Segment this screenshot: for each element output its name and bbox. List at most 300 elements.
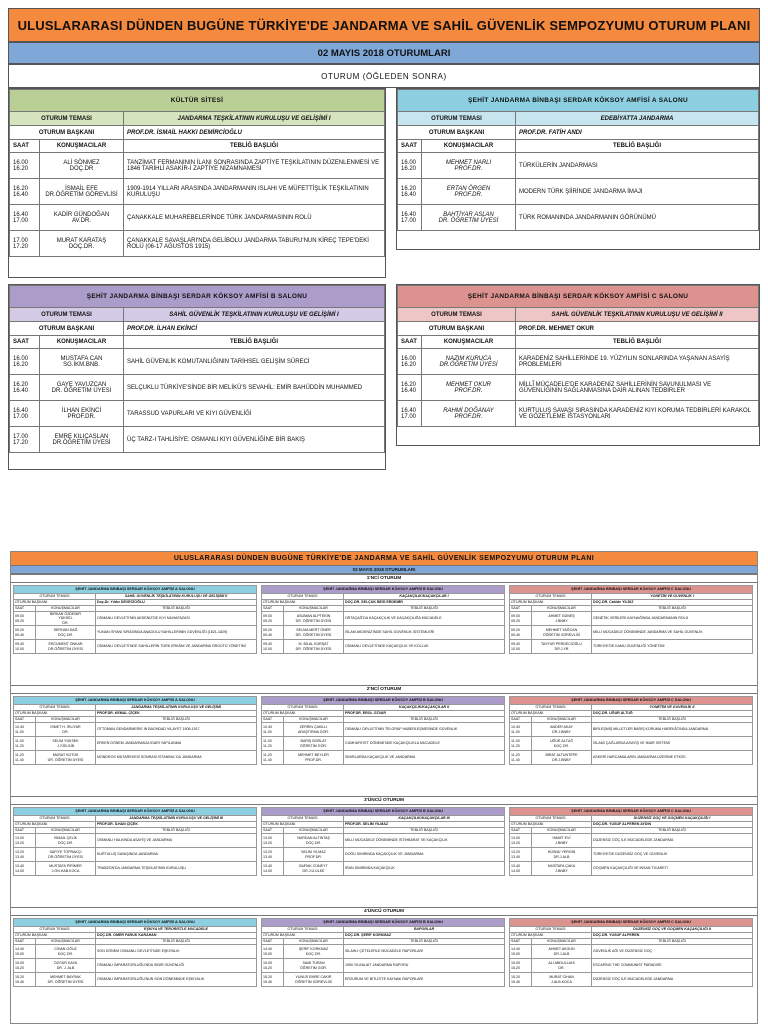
mini-talk-title: SİLAHLI ÇETELERLE MÜCADELE RAPORLARI xyxy=(344,945,505,959)
mini-theme-label: OTURUM TEMASI xyxy=(262,705,344,711)
hall-block-kultur-sitesi xyxy=(8,88,386,278)
talk-row xyxy=(10,349,385,375)
mini-chair-value: DOÇ.DR. SELÇUK BESİ ERDEMİR xyxy=(344,600,505,606)
mini-talk-time: 13.40 14.00 xyxy=(510,862,532,876)
mini-theme-value: RAPORLAR xyxy=(344,927,505,933)
mini-hall-name: ŞEHİT JANDARMA BİNBAŞI SERDAR KÖKSOY AMFİSİ A SALONU xyxy=(14,697,257,705)
mini-talk-speaker: ÖZGÜR KAYA DR. J. ALB xyxy=(36,959,96,973)
mini-talk-time: 11.00 11.20 xyxy=(262,737,284,751)
mini-talk-title: MİLLİ MÜCADELE DÖNEMİNDE JANDARMA VE SAHİL GÜVENLİK xyxy=(592,626,753,640)
mini-talk-row xyxy=(510,640,753,654)
mini-chair-value: DOÇ.DR. UĞUR ALTUĞ xyxy=(592,711,753,717)
mini-time-header: SAAT xyxy=(262,717,284,723)
mini-talk-row xyxy=(262,973,505,987)
talk-time: 17.00 17.20 xyxy=(10,427,40,453)
mini-talk-row xyxy=(14,751,257,765)
mini-talk-speaker: ANDER AKAY DR.J.BNBY xyxy=(532,723,592,737)
talk-speaker: MURAT KARATAŞ DOÇ.DR. xyxy=(40,231,124,257)
talk-time: 16.00 16.20 xyxy=(398,349,422,375)
talk-speaker: GAYE YAVUZCAN DR. ÖĞRETİM ÜYESİ xyxy=(40,375,124,401)
mini-speakers-header: KONUŞMACILAR xyxy=(36,828,96,834)
mini-hall-block xyxy=(261,918,505,987)
mini-time-header: SAAT xyxy=(14,939,36,945)
mini-speakers-header: KONUŞMACILAR xyxy=(284,939,344,945)
mini-talk-title: ESCAPING THE COMMUNIST PARADISE xyxy=(592,959,753,973)
mini-talk-title: OSMANLI İMPARATORLUĞU'NUN SON DÖNEMİNDE EŞKIYALIK xyxy=(96,973,257,987)
hall-block-a-salonu xyxy=(396,88,760,250)
mini-chair-value: PROF.DR. KEMAL ÇİÇEK xyxy=(96,711,257,717)
mini-talk-speaker: MEHMET BAYRAK DR. ÖĞRETİM ÜYESİ xyxy=(36,973,96,987)
mini-time-header: SAAT xyxy=(14,828,36,834)
mini-hall-block xyxy=(509,696,753,765)
chair-label: OTURUM BAŞKANI xyxy=(398,322,516,336)
talk-row xyxy=(10,179,385,205)
talk-title: SAHİL GÜVENLİK KOMUTANLIĞININ TARİHSEL GELİŞİM SÜRECİ xyxy=(124,349,385,375)
mini-talk-row xyxy=(510,945,753,959)
mini-theme-label: OTURUM TEMASI xyxy=(14,816,96,822)
lower-session-label: 4'ÜNCÜ OTURUM xyxy=(11,907,757,916)
mini-talk-row xyxy=(510,737,753,751)
mini-talk-title: GÖÇMEN KAÇAKÇILIĞI VE İNSAN TİCARETİ xyxy=(592,862,753,876)
mini-theme-value: YÖNETİM VE GÜVENLİK I xyxy=(592,594,753,600)
mini-talk-speaker: HÜSNÜ YERGİN DR.J.ALB xyxy=(532,848,592,862)
mini-talk-title: MİLLİ MÜCADELE DÖNEMİNDE İSTİHBARAT VE KAÇAKÇILIK xyxy=(344,834,505,848)
talk-speaker: ERTAN ÖRGEN PROF.DR. xyxy=(422,179,516,205)
mini-talk-time: 09.20 09.40 xyxy=(14,626,36,640)
lower-schedule-page xyxy=(10,551,758,1024)
mini-talk-speaker: SAFİYE TOPRAKÇI DR.ÖĞRETİM ÜYESİ xyxy=(36,848,96,862)
mini-talk-time: 13.00 13.20 xyxy=(510,834,532,848)
mini-theme-label: OTURUM TEMASI xyxy=(262,594,344,600)
lower-date-banner: 03 MAYIS 2018 OTURUMLARI xyxy=(11,566,757,574)
mini-chair-label: OTURUM BAŞKANI xyxy=(262,822,344,828)
mini-talk-time: 13.20 13.40 xyxy=(14,848,36,862)
mini-theme-value: DÜZENSİZ GÖÇ VE GÖÇMEN KAÇAKÇILIĞI II xyxy=(592,927,753,933)
mini-talk-row xyxy=(510,751,753,765)
mini-talk-speaker: SELİM YILMAZ PROF.DR. xyxy=(284,848,344,862)
mini-talk-title: İSLAMİ ÇAĞLARDA ASAYİŞ VE İMAR SİSTEMİ xyxy=(592,737,753,751)
talk-title: ÇANAKKALE MUHAREBELERİNDE TÜRK JANDARMASININ ROLÜ xyxy=(124,205,385,231)
theme-value: EDEBİYATTA JANDARMA xyxy=(516,112,759,126)
mini-talk-row xyxy=(14,945,257,959)
mini-chair-label: OTURUM BAŞKANI xyxy=(262,711,344,717)
mini-chair-value: DOÇ.DR. ŞERİF KORKMAZ xyxy=(344,933,505,939)
talk-row xyxy=(10,427,385,453)
talk-row xyxy=(10,375,385,401)
mini-hall-block xyxy=(13,918,257,987)
mini-talk-time: 15.00 15.20 xyxy=(14,959,36,973)
hall-name: ŞEHİT JANDARMA BİNBAŞI SERDAR KÖKSOY AMFİSİ C SALONU xyxy=(398,286,759,308)
lower-title: ULUSLARARASI DÜNDEN BUGÜNE TÜRKİYE'DE JANDARMA VE SAHİL GÜVENLİK SEMPOZYUMU OTURUM PLANI xyxy=(11,552,757,566)
mini-speakers-header: KONUŞMACILAR xyxy=(284,828,344,834)
mini-talk-speaker: MUSTAFA ÇAKA J.BNBY xyxy=(532,862,592,876)
mini-talk-speaker: ASUMAN ALPTEKİN DR. ÖĞRETİM ÜYESİ xyxy=(284,612,344,626)
theme-label: OTURUM TEMASI xyxy=(398,308,516,322)
mini-talk-title: OSMANLI DEVLETİ'NİN AKDENİZ'DE KIYI MUHAFAZASI xyxy=(96,612,257,626)
mini-talk-speaker: SERHAN DAĞ DOÇ.DR. xyxy=(36,626,96,640)
mini-paper-header: TEBLİĞ BAŞLIĞI xyxy=(344,606,505,612)
speakers-header: KONUŞMACILAR xyxy=(422,140,516,153)
mini-speakers-header: KONUŞMACILAR xyxy=(36,939,96,945)
mini-talk-row xyxy=(262,848,505,862)
mini-talk-speaker: CİHAN OĞUZ DOÇ.DR. xyxy=(36,945,96,959)
talk-speaker: ALİ SÖNMEZ DOÇ.DR xyxy=(40,153,124,179)
mini-theme-value: KAÇAKÇILIK/KAÇAKÇILAR III xyxy=(344,816,505,822)
talk-speaker: RAHMİ DOĞANAY PROF.DR. xyxy=(422,401,516,427)
mini-talk-time: 14.40 15.00 xyxy=(14,945,36,959)
talk-title: ÜÇ TARZ-I TAHLİSİYE: OSMANLI KIYI GÜVENLİĞİNE BİR BAKIŞ xyxy=(124,427,385,453)
talk-title: ÇANAKKALE SAVAŞLARI'NDA GELİBOLU JANDARMA TABURU'NUN KİREÇ TEPE'DEKİ ROLÜ (06-17 AĞUSTOS 1915) xyxy=(124,231,385,257)
mini-talk-title: ERKEN DÖNEM JANDARMADA İDARİ YAPILANMA xyxy=(96,737,257,751)
talk-row xyxy=(398,349,759,375)
mini-paper-header: TEBLİĞ BAŞLIĞI xyxy=(96,606,257,612)
mini-talk-title: 1950 YILINA AİT JANDARMA RAPORU xyxy=(344,959,505,973)
time-header: SAAT xyxy=(398,140,422,153)
mini-talk-time: 09.40 10.00 xyxy=(510,640,532,654)
mini-theme-value: KAÇAKÇILIK/KAÇAKÇILAR II xyxy=(344,705,505,711)
talk-row xyxy=(398,375,759,401)
mini-talk-row xyxy=(14,973,257,987)
mini-talk-title: OSMANLI DEVLETİ'NİN TELGRAF HABERLEŞMESİNDE GÜVENLİK xyxy=(344,723,505,737)
mini-talk-title: TÜRKİYE'DE KAMU GÜVENLİĞİ YÖNETİMİ xyxy=(592,640,753,654)
mini-hall-name: ŞEHİT JANDARMA BİNBAŞI SERDAR KÖKSOY AMFİSİ B SALONU xyxy=(262,808,505,816)
mini-time-header: SAAT xyxy=(262,828,284,834)
theme-value: JANDARMA TEŞKİLATININ KURULUŞU VE GELİŞİMİ I xyxy=(124,112,385,126)
mini-hall-name: ŞEHİT JANDARMA BİNBAŞI SERDAR KÖKSOY AMFİSİ C SALONU xyxy=(510,919,753,927)
talk-time: 16.20 16.40 xyxy=(398,179,422,205)
mini-talk-title: OSMANLI DEVLETİ'NDE KAÇAKÇILIK VE KOLLUK xyxy=(344,640,505,654)
hall-name: ŞEHİT JANDARMA BİNBAŞI SERDAR KÖKSOY AMFİSİ A SALONU xyxy=(398,90,759,112)
mini-talk-row xyxy=(262,723,505,737)
mini-chair-label: OTURUM BAŞKANI xyxy=(510,711,592,717)
talk-row xyxy=(10,205,385,231)
mini-talk-title: OSMANLI İMPARATORLUĞU'NDA SINIR GÜVENLİĞİ xyxy=(96,959,257,973)
mini-talk-speaker: BURAK CÜNEYT DR.J.Ü.ÜLKE xyxy=(284,862,344,876)
mini-talk-time: 10.40 11.00 xyxy=(510,723,532,737)
mini-speakers-header: KONUŞMACILAR xyxy=(284,717,344,723)
mini-talk-time: 13.00 13.20 xyxy=(14,834,36,848)
mini-paper-header: TEBLİĞ BAŞLIĞI xyxy=(344,828,505,834)
mini-chair-value: DOÇ.DR. Cahide YILDIZ xyxy=(592,600,753,606)
mini-theme-label: OTURUM TEMASI xyxy=(262,816,344,822)
mini-talk-speaker: SAMİ TURAN ÖĞRETİM GÖR. xyxy=(284,959,344,973)
mini-hall-name: ŞEHİT JANDARMA BİNBAŞI SERDAR KÖKSOY AMFİSİ B SALONU xyxy=(262,586,505,594)
mini-talk-time: 11.00 11.20 xyxy=(14,737,36,751)
mini-talk-row xyxy=(14,626,257,640)
talk-row xyxy=(398,401,759,427)
mini-paper-header: TEBLİĞ BAŞLIĞI xyxy=(592,606,753,612)
talk-time: 16.40 17.00 xyxy=(10,205,40,231)
mini-talk-row xyxy=(14,737,257,751)
talk-row xyxy=(10,153,385,179)
mini-chair-label: OTURUM BAŞKANI xyxy=(14,822,96,828)
mini-talk-title: BİRLEŞMİŞ MİLLETLER BARIŞ KORUMA HAREKÂTINDA JANDARMA xyxy=(592,723,753,737)
mini-theme-value: SAHİL GÜVENLİK TEŞKİLATININ KURULUŞU VE GELİŞİMİ II xyxy=(96,594,257,600)
theme-label: OTURUM TEMASI xyxy=(10,308,124,322)
mini-talk-row xyxy=(14,640,257,654)
mini-chair-label: OTURUM BAŞKANI xyxy=(510,933,592,939)
mini-hall-name: ŞEHİT JANDARMA BİNBAŞI SERDAR KÖKSOY AMFİSİ B SALONU xyxy=(262,697,505,705)
mini-talk-time: 11.20 11.40 xyxy=(510,751,532,765)
chair-label: OTURUM BAŞKANI xyxy=(398,126,516,140)
mini-talk-row xyxy=(510,626,753,640)
mini-talk-title: SON DÖNEM OSMANLI DEVLETİ'NDE EŞKIYALIK xyxy=(96,945,257,959)
date-banner: 02 MAYIS 2018 OTURUMLARI xyxy=(8,42,760,64)
mini-theme-label: OTURUM TEMASI xyxy=(510,594,592,600)
mini-talk-row xyxy=(262,959,505,973)
mini-talk-speaker: YUNUS EMRE CAKIR ÖĞRETİM GÖREVLİSİ xyxy=(284,973,344,987)
mini-talk-speaker: ALİ ABDULLAHİ DR. xyxy=(532,959,592,973)
hall-block-c-salonu xyxy=(396,284,760,446)
mini-talk-title: SINIRLARDA KAÇAKÇILIK VE JANDARMA xyxy=(344,751,505,765)
talk-row xyxy=(398,205,759,231)
mini-talk-row xyxy=(262,737,505,751)
mini-hall-name: ŞEHİT JANDARMA BİNBAŞI SERDAR KÖKSOY AMFİSİ C SALONU xyxy=(510,697,753,705)
mini-talk-title: TRABZON'DA JANDARMA TEŞKİLATININ KURULUŞU xyxy=(96,862,257,876)
mini-talk-speaker: MURAT CİHAN J.ALB.KOCA xyxy=(532,973,592,987)
mini-talk-row xyxy=(510,723,753,737)
talk-time: 17.00 17.20 xyxy=(10,231,40,257)
talk-time: 16.40 17.00 xyxy=(398,401,422,427)
talk-row xyxy=(398,179,759,205)
mini-speakers-header: KONUŞMACILAR xyxy=(532,717,592,723)
mini-hall-name: ŞEHİT JANDARMA BİNBAŞI SERDAR KÖKSOY AMFİSİ A SALONU xyxy=(14,586,257,594)
talk-speaker: NAZIM KURUCA DR.ÖĞRETİM ÜYESİ xyxy=(422,349,516,375)
mini-talk-time: 09.40 10.00 xyxy=(262,640,284,654)
talk-title: MİLLÎ MÜCADELE'DE KARADENİZ SAHİLLERİNİN SAVUNULMASI VE GÜVENLİĞİNİN SAĞLANMASINA DAİR ALINAN TEDBİRLER xyxy=(516,375,759,401)
talk-time: 16.40 17.00 xyxy=(398,205,422,231)
mini-chair-value: DOÇ.DR. YUSUF ALPEREN xyxy=(592,933,753,939)
mini-talk-speaker: İSMAİL ÇELİK DOÇ.DR. xyxy=(36,834,96,848)
talk-speaker: İSMAİL EFE DR.ÖĞRETİM GÖREVLİSİ xyxy=(40,179,124,205)
mini-talk-row xyxy=(14,862,257,876)
mini-chair-value: DOÇ.DR. ÖMER FARUK KARAHAN xyxy=(96,933,257,939)
mini-paper-header: TEBLİĞ BAŞLIĞI xyxy=(592,828,753,834)
theme-label: OTURUM TEMASI xyxy=(398,112,516,126)
talk-speaker: MEHMET OKUR PROF.DR. xyxy=(422,375,516,401)
mini-talk-speaker: AHMET AKGÜN DR.J.ALB xyxy=(532,945,592,959)
mini-talk-time: 11.00 11.20 xyxy=(510,737,532,751)
speakers-header: KONUŞMACILAR xyxy=(40,336,124,349)
session-banner: OTURUM (ÖĞLEDEN SONRA) xyxy=(8,64,760,88)
mini-talk-title: MONDROS MÜTAREKESİ SONRASI İSTANBUL'DA JANDARMA xyxy=(96,751,257,765)
mini-time-header: SAAT xyxy=(262,939,284,945)
mini-time-header: SAAT xyxy=(510,939,532,945)
mini-talk-time: 13.40 14.00 xyxy=(14,862,36,876)
mini-chair-label: OTURUM BAŞKANI xyxy=(14,600,96,606)
speakers-header: KONUŞMACILAR xyxy=(40,140,124,153)
mini-theme-value: KAÇAKÇILIK/KAÇAKÇILAR I xyxy=(344,594,505,600)
mini-paper-header: TEBLİĞ BAŞLIĞI xyxy=(344,717,505,723)
mini-talk-speaker: UĞUR ALTUĞ DOÇ.DR. xyxy=(532,737,592,751)
mini-talk-speaker: SELİM YÜKSEK J.YZB.GİB xyxy=(36,737,96,751)
mini-talk-title: GENETİK VERİLERİ KAYNAĞINDA JANDARMANIN ROLÜ xyxy=(592,612,753,626)
paper-header: TEBLİĞ BAŞLIĞI xyxy=(516,140,759,153)
mini-talk-row xyxy=(262,612,505,626)
mini-hall-block xyxy=(261,585,505,654)
talk-time: 16.20 16.40 xyxy=(398,375,422,401)
mini-chair-label: OTURUM BAŞKANI xyxy=(14,933,96,939)
mini-talk-speaker: İBRAT ALTUNTEPE DR.J.BNBY xyxy=(532,751,592,765)
mini-theme-label: OTURUM TEMASI xyxy=(14,594,96,600)
talk-row xyxy=(10,401,385,427)
mini-theme-label: OTURUM TEMASI xyxy=(510,816,592,822)
talk-title: TÜRK ROMANINDA JANDARMANIN GÖRÜNÜMÜ xyxy=(516,205,759,231)
mini-talk-speaker: BİRKAN ÖZDEMİR YÜKSEL DR. xyxy=(36,612,96,626)
mini-talk-time: 15.20 15.40 xyxy=(262,973,284,987)
mini-chair-label: OTURUM BAŞKANI xyxy=(510,822,592,828)
mini-talk-time: 15.20 15.40 xyxy=(14,973,36,987)
mini-theme-value: EŞKIYA VE TERÖRİSTLE MÜCADELE xyxy=(96,927,257,933)
mini-hall-name: ŞEHİT JANDARMA BİNBAŞI SERDAR KÖKSOY AMFİSİ B SALONU xyxy=(262,919,505,927)
mini-talk-time: 09.00 09.20 xyxy=(510,612,532,626)
mini-theme-label: OTURUM TEMASI xyxy=(510,705,592,711)
talk-time: 16.00 16.20 xyxy=(10,349,40,375)
mini-talk-title: DÜZENSİZ GÖÇ İLE MÜCADELEDE JANDARMA xyxy=(592,834,753,848)
talk-title: TANZİMAT FERMANININ İLANI SONRASINDA ZAPTİYE TEŞKİLATININ DÜZENLENMESİ VE 1846 TARİHLİ ASAKİR-İ ZAPTİYE NİZAMNAMESİ xyxy=(124,153,385,179)
mini-speakers-header: KONUŞMACILAR xyxy=(532,606,592,612)
mini-theme-value: JANDARMA TEŞKİLATININ KURULUŞU VE GELİŞİMİ III xyxy=(96,816,257,822)
speakers-header: KONUŞMACILAR xyxy=(422,336,516,349)
mini-talk-speaker: ZERRİN ÇAKILLI ARAŞTIRMA GÖR. xyxy=(284,723,344,737)
mini-chair-label: OTURUM BAŞKANI xyxy=(510,600,592,606)
mini-speakers-header: KONUŞMACILAR xyxy=(532,828,592,834)
mini-chair-value: DOÇ.DR. YUSUF ALPEREN AYDIN xyxy=(592,822,753,828)
mini-talk-time: 13.00 13.20 xyxy=(262,834,284,848)
mini-theme-label: OTURUM TEMASI xyxy=(14,927,96,933)
mini-hall-block xyxy=(13,585,257,654)
mini-hall-block xyxy=(261,807,505,876)
mini-talk-title: OSMANLI DEVLETİ'NDE SAHİLLERİN TÜRK ERKÂNI VE JANDARMA ÖRGÜTÜ YÖNETİMİ xyxy=(96,640,257,654)
mini-time-header: SAAT xyxy=(14,717,36,723)
chair-value: PROF.DR. İLHAN EKİNCİ xyxy=(124,322,385,336)
paper-header: TEBLİĞ BAŞLIĞI xyxy=(124,336,385,349)
talk-speaker: MEHMET NARLI PROF.DR. xyxy=(422,153,516,179)
talk-time: 16.00 16.20 xyxy=(398,153,422,179)
mini-talk-title: ORTAÇAĞ'DA KAÇAKÇILIK VE KAÇAKÇILIĞA MÜCADELE xyxy=(344,612,505,626)
mini-talk-speaker: ERCÜMENT ÖNKAR DR.ÖĞRETİM ÜYESİ xyxy=(36,640,96,654)
talk-row xyxy=(10,231,385,257)
mini-time-header: SAAT xyxy=(262,606,284,612)
mini-talk-speaker: SELMA MERT ÖNER DR. ÖĞRETİM ÜYESİ xyxy=(284,626,344,640)
mini-talk-time: 11.20 11.40 xyxy=(262,751,284,765)
hall-block-b-salonu xyxy=(8,284,386,470)
mini-talk-time: 15.00 15.20 xyxy=(510,959,532,973)
mini-talk-title: İRAN SINIRINDA KAÇAKÇILIK xyxy=(344,862,505,876)
mini-time-header: SAAT xyxy=(510,606,532,612)
mini-talk-time: 14.40 15.00 xyxy=(262,945,284,959)
lower-session-label: 1'NCİ OTURUM xyxy=(11,574,757,583)
mini-talk-row xyxy=(262,751,505,765)
paper-header: TEBLİĞ BAŞLIĞI xyxy=(124,140,385,153)
mini-paper-header: TEBLİĞ BAŞLIĞI xyxy=(96,828,257,834)
mini-talk-title: TÜRKİYE'DE DÜZENSİZ GÖÇ VE GÜVENLİK xyxy=(592,848,753,862)
mini-time-header: SAAT xyxy=(510,717,532,723)
mini-talk-title: İSLAM AKDENİZ'İNDE SAHİL GÜVENLİK SİSTEMLERİ xyxy=(344,626,505,640)
mini-talk-speaker: MUSTAFA PİRİMER J.ÖN.HAB.KOCA xyxy=(36,862,96,876)
mini-talk-speaker: TAYFUR PERDECİOĞLU DR.J.YB xyxy=(532,640,592,654)
mini-talk-title: GÜVENLİK AĞI VE DÜZENSİZ GÖÇ xyxy=(592,945,753,959)
mini-talk-title: OSMANLI HALKINDA ASAYİŞ VE JANDARMA xyxy=(96,834,257,848)
mini-talk-row xyxy=(510,848,753,862)
mini-time-header: SAAT xyxy=(14,606,36,612)
mini-speakers-header: KONUŞMACILAR xyxy=(532,939,592,945)
mini-talk-row xyxy=(262,862,505,876)
mini-talk-time: 10.40 11.00 xyxy=(262,723,284,737)
mini-theme-value: DÜZENSİZ GÖÇ VE GÖÇMEN KAÇAKÇILIĞI I xyxy=(592,816,753,822)
talk-title: SELÇUKLU TÜRKİYE'SİNDE BİR MELİKÜ'S SEVAHİL: EMİR BAHÜDDİN MUHAMMED xyxy=(124,375,385,401)
mini-talk-row xyxy=(14,723,257,737)
lower-session-label: 2'NCİ OTURUM xyxy=(11,685,757,694)
mini-hall-block xyxy=(509,918,753,987)
time-header: SAAT xyxy=(398,336,422,349)
theme-value: SAHİL GÜVENLİK TEŞKİLATININ KURULUŞU VE GELİŞİMİ II xyxy=(516,308,759,322)
mini-talk-speaker: AHMET GÜNEŞ J.BNBY xyxy=(532,612,592,626)
mini-talk-row xyxy=(510,612,753,626)
mini-hall-name: ŞEHİT JANDARMA BİNBAŞI SERDAR KÖKSOY AMFİSİ C SALONU xyxy=(510,808,753,816)
talk-time: 16.40 17.00 xyxy=(10,401,40,427)
mini-talk-time: 15.00 15.20 xyxy=(262,959,284,973)
mini-talk-title: ERZURUM VE BİTLİS'TE KAYNAK RAPORLARI xyxy=(344,973,505,987)
mini-talk-speaker: HAMİT EVİ J.BNBY xyxy=(532,834,592,848)
mini-speakers-header: KONUŞMACILAR xyxy=(36,606,96,612)
chair-label: OTURUM BAŞKANI xyxy=(10,322,124,336)
mini-talk-row xyxy=(262,945,505,959)
mini-time-header: SAAT xyxy=(510,828,532,834)
mini-chair-label: OTURUM BAŞKANI xyxy=(262,933,344,939)
mini-talk-title: CUMHURİYET DÖNEMİ'NDE KAÇAKÇILIKLA MÜCADELE xyxy=(344,737,505,751)
mini-chair-label: OTURUM BAŞKANI xyxy=(262,600,344,606)
mini-talk-title: DÜZENSİZ GÖÇ İLE MÜCADELEDE JANDARMA xyxy=(592,973,753,987)
mini-speakers-header: KONUŞMACILAR xyxy=(284,606,344,612)
talk-speaker: MUSTAFA CAN SG.İKM.BNB. xyxy=(40,349,124,375)
mini-talk-title: DOĞU SINIRINDA KAÇAKÇILIK VE JANDARMA xyxy=(344,848,505,862)
mini-talk-time: 10.40 11.00 xyxy=(14,723,36,737)
lower-session-label: 3'ÜNCÜ OTURUM xyxy=(11,796,757,805)
mini-talk-row xyxy=(262,626,505,640)
mini-talk-speaker: MEHMET YAĞCAN ÖĞRETİM GÖREVLİSİ xyxy=(532,626,592,640)
mini-talk-time: 09.20 09.40 xyxy=(262,626,284,640)
page-title: ULUSLARARASI DÜNDEN BUGÜNE TÜRKİYE'DE JANDARMA VE SAHİL GÜVENLİK SEMPOZYUMU OTURUM PLANI xyxy=(8,8,760,42)
mini-hall-block xyxy=(13,807,257,876)
mini-talk-speaker: MEHMET BEYLER PROF.DR. xyxy=(284,751,344,765)
mini-hall-name: ŞEHİT JANDARMA BİNBAŞI SERDAR KÖKSOY AMFİSİ A SALONU xyxy=(14,808,257,816)
mini-hall-block xyxy=(13,696,257,765)
mini-talk-time: 15.20 15.40 xyxy=(510,973,532,987)
mini-talk-row xyxy=(262,640,505,654)
mini-talk-time: 09.00 09.20 xyxy=(262,612,284,626)
mini-theme-label: OTURUM TEMASI xyxy=(510,927,592,933)
talk-title: KURTULUŞ SAVAŞI SIRASINDA KARADENİZ KIYI KORUMA TEDBİRLERİ KARAKOL VE GÖZETLEME İSTASYONLARI xyxy=(516,401,759,427)
paper-header: TEBLİĞ BAŞLIĞI xyxy=(516,336,759,349)
mini-talk-row xyxy=(14,612,257,626)
talk-time: 16.20 16.40 xyxy=(10,375,40,401)
mini-chair-label: OTURUM BAŞKANI xyxy=(14,711,96,717)
mini-theme-value: YÖNETİM VE GÜVENLİK II xyxy=(592,705,753,711)
talk-title: 1909-1914 YILLARI ARASINDA JANDARMANIN ISLAHI VE MÜFETTİŞLİK TEŞKİLATININ KURULUŞU xyxy=(124,179,385,205)
theme-value: SAHİL GÜVENLİK TEŞKİLATININ KURULUŞU VE GELİŞİMİ I xyxy=(124,308,385,322)
mini-talk-time: 13.40 14.00 xyxy=(262,862,284,876)
talk-row xyxy=(398,153,759,179)
hall-name: ŞEHİT JANDARMA BİNBAŞI SERDAR KÖKSOY AMFİSİ B SALONU xyxy=(10,286,385,308)
chair-value: PROF.DR. FATİH ANDI xyxy=(516,126,759,140)
mini-theme-value: JANDARMA TEŞKİLATININ KURULUŞU VE GELİŞİMİ xyxy=(96,705,257,711)
talk-title: KARADENİZ SAHİLLERİNDE 19. YÜZYILIN SONLARINDA YAŞANAN ASAYİŞ PROBLEMLERİ xyxy=(516,349,759,375)
mini-hall-block xyxy=(261,696,505,765)
chair-value: PROF.DR. İSMAİL HAKKI DEMİRCİOĞLU xyxy=(124,126,385,140)
time-header: SAAT xyxy=(10,336,40,349)
time-header: SAAT xyxy=(10,140,40,153)
